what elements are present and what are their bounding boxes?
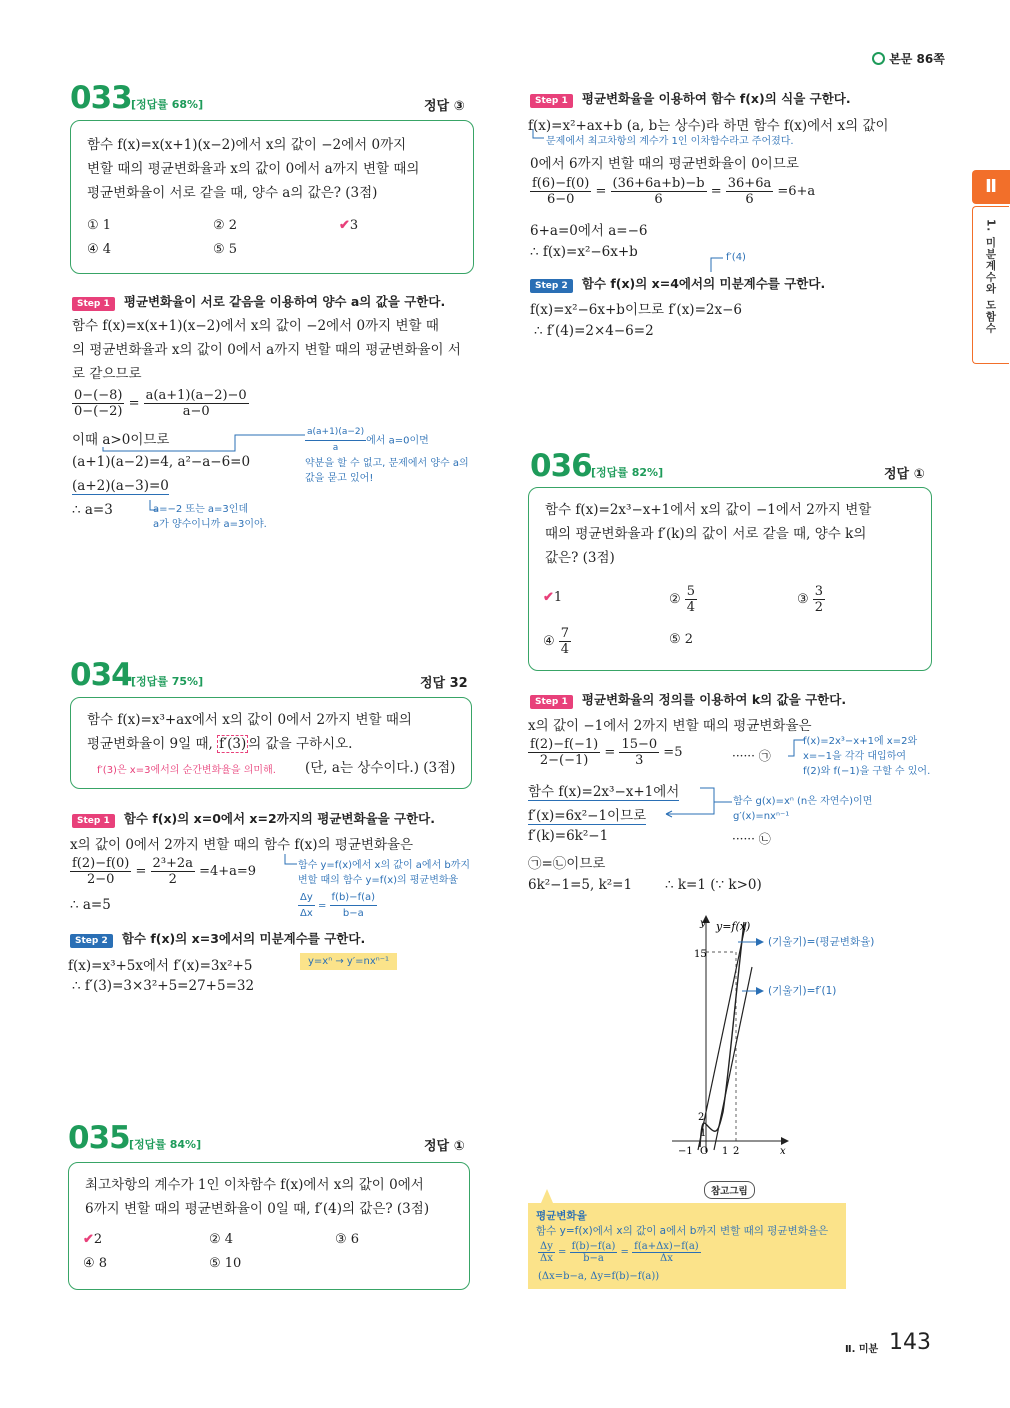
chapter-tab: [972, 170, 1010, 204]
q033-line-eq2: (a+1)(a−2)=4, a²−a−6=0: [72, 454, 251, 470]
q033-result: ∴ a=3: [72, 502, 113, 518]
q035-sol-line4: ∴ f(x)=x²−6x+b: [530, 244, 638, 260]
q036-question-box: 함수 f(x)=2x³−x+1에서 x의 값이 −1에서 2까지 변할 때의 평균변화율과 f′(k)의 값이 서로 같을 때, 양수 k의 값은? (3점) ✔1 ② $\frac{5}{4}$ ③ $\frac{3}{2}$ ④ $\frac{7}{4}$ ⑤ 2: [528, 487, 932, 671]
q035-step1: Step 1 평균변화율을 이용하여 함수 f(x)의 식을 구한다.: [530, 88, 851, 108]
q036-equation: $\frac{f(2)-f(-1)}{2-(-1)}$ = $\frac{15-0}{3}$ =5: [530, 737, 683, 768]
tip-pointer: [541, 1189, 553, 1203]
q033-line-eq3: (a+2)(a−3)=0: [72, 478, 169, 494]
choice-5: ⑤ 2: [669, 632, 694, 647]
choice-3: ③ $\frac{3}{2}$: [797, 584, 824, 615]
q034-note-arrow: [282, 852, 302, 872]
q033-note1: $\frac{a(a+1)(a-2)}{a}$ 에서 a=0이면 약분을 할 수 없고, 문제에서 양수 a의 값을 묻고 있어!: [305, 427, 469, 484]
graph-origin: O: [700, 1146, 709, 1157]
q035-equation: $\frac{f(6)-f(0)}{6-0}$ = $\frac{(36+6a+b)-b}{6}$ = $\frac{36+6a}{6}$ =6+a: [532, 176, 816, 207]
q034-answer: 정답 32: [420, 676, 468, 691]
choice-3: ✔3: [339, 218, 359, 233]
tip-title: 평균변화율: [536, 1210, 587, 1222]
choice-2: ② 2: [213, 218, 238, 233]
q036-number: 036: [530, 448, 592, 484]
choice-5: ⑤ 5: [213, 242, 238, 257]
q034-question-box: 함수 f(x)=x³+ax에서 x의 값이 0에서 2까지 변할 때의 평균변화율이 9일 때, f′(3) 의 값을 구하시오. f′(3)은 x=3에서의 순간변화율을 의미해. (단, a는 상수이다.) (3점): [70, 697, 472, 789]
step-title: 평균변화율이 서로 같음을 이용하여 양수 a의 값을 구한다.: [123, 294, 446, 309]
q036-note2: 함수 g(x)=xⁿ (n은 자연수)이면 g′(x)=nxⁿ⁻¹: [733, 796, 873, 822]
q034-note: 함수 y=f(x)에서 x의 값이 a에서 b까지 변할 때의 함수 y=f(x)의 평균변화율 $\frac{\Delta y}{\Delta x}$ = $\frac{f(b)-f(a)}{b-a}$: [298, 860, 471, 919]
question-line: 함수 f(x)=x(x+1)(x−2)에서 x의 값이 −2에서 0까지: [87, 137, 407, 153]
choice-1: ✔1: [543, 590, 563, 605]
q036-mark2: ······ ㉡: [732, 832, 771, 846]
q036-rate: [정답률 82%]: [591, 466, 664, 479]
q035-sol-line5: f(x)=x²−6x+b이므로 f′(x)=2x−6: [530, 302, 742, 318]
page-reference: 본문 86쪽: [872, 50, 945, 67]
q033-answer: 정답 ③: [424, 99, 465, 114]
choice-4: ④ $\frac{7}{4}$: [543, 626, 570, 657]
q036-note2-arrows: [660, 786, 740, 820]
q033-equation: $\frac{0-(-8)}{0-(-2)}$ = $\frac{a(a+1)(a-2)-0}{a-0}$: [74, 388, 247, 419]
q034-question-line3: (단, a는 상수이다.) (3점): [305, 760, 456, 776]
choice-2: ② $\frac{5}{4}$: [669, 584, 696, 615]
choice-1: ✔2: [83, 1232, 103, 1247]
q034-sol-line1: x의 값이 0에서 2까지 변할 때의 함수 f(x)의 평균변화율은: [70, 837, 414, 853]
page-number: 143: [889, 1330, 931, 1355]
tip-formula: $\frac{\Delta y}{\Delta x}$ = $\frac{f(b)-f(a)}{b-a}$ = $\frac{f(a+\Delta x)-f(a)}{\Delta x}$: [540, 1241, 699, 1264]
q036-sol-line1: x의 값이 −1에서 2까지 변할 때의 평균변화율은: [528, 718, 812, 734]
q034-step1: Step 1 함수 f(x)의 x=0에서 x=2까지의 평균변화율을 구한다.: [72, 808, 435, 828]
highlighted-fprime: f′(3): [219, 736, 247, 752]
q034-hint: y=xⁿ → y′=nxⁿ⁻¹: [300, 953, 397, 970]
graph-y1: 1: [700, 1128, 707, 1139]
q035-sol-line6: ∴ f′(4)=2×4−6=2: [534, 323, 654, 339]
q036-answer: 정답 ①: [884, 467, 925, 482]
graph-note1: (기울기)=(평균변화율): [768, 936, 875, 948]
q034-number: 034: [70, 657, 132, 693]
q034-step2: Step 2 함수 f(x)의 x=3에서의 미분계수를 구한다.: [70, 928, 365, 948]
check-mark-icon: ✔: [339, 218, 350, 233]
graph-y-label: y: [700, 918, 706, 929]
q033-note2: a=−2 또는 a=3인데 a가 양수이니까 a=3이야.: [153, 504, 267, 530]
section-title: 1. 미분계수와 도함수: [984, 219, 997, 334]
choice-3: ③ 6: [335, 1232, 360, 1247]
q036-sol-line2: 함수 f(x)=2x³−x+1에서: [528, 780, 679, 801]
tangent-line: [714, 967, 752, 1150]
graph-note2: (기울기)=f′(1): [768, 985, 837, 997]
tip-line1: 함수 y=f(x)에서 x의 값이 a에서 b까지 변할 때의 평균변화율은: [536, 1225, 829, 1237]
check-mark-icon: ✔: [83, 1232, 94, 1247]
q035-sol-note1: 문제에서 최고차항의 계수가 1인 이차함수라고 주어졌다.: [546, 136, 794, 147]
section-tab: [972, 206, 1009, 364]
q035-sol-line2: 0에서 6까지 변할 때의 평균변화율이 0이므로: [530, 156, 799, 172]
q035-step2: Step 2 함수 f(x)의 x=4에서의 미분계수를 구한다.: [530, 273, 825, 293]
graph-caption: 참고그림: [704, 1181, 755, 1199]
q033-rate: [정답률 68%]: [131, 98, 204, 111]
q034-result1: ∴ a=5: [70, 897, 111, 913]
circle-bullet-icon: [872, 52, 885, 65]
q035-rate: [정답률 84%]: [129, 1138, 202, 1151]
q035-sol-line3: 6+a=0에서 a=−6: [530, 223, 648, 239]
q033-question-box: [70, 120, 474, 274]
graph-curve-label: y=f(x): [716, 920, 751, 933]
check-mark-icon: ✔: [543, 590, 554, 605]
q036-sol-result: ∴ k=1 (∵ k>0): [665, 877, 762, 893]
question-line: 변할 때의 평균변화율과 x의 값이 0에서 a까지 변할 때의: [87, 161, 420, 177]
q036-note1: f(x)=2x³−x+1에 x=2와 x=−1을 각각 대입하여 f(2)와 f(−1)을 구할 수 있어.: [803, 736, 931, 777]
q034-equation: $\frac{f(2)-f(0)}{2-0}$ = $\frac{\text{2³+2a}}{2}$ =4+a=9: [72, 856, 257, 887]
graph-xm1: −1: [678, 1146, 693, 1157]
q034-sol-line2: f(x)=x³+5x에서 f′(x)=3x²+5: [68, 958, 253, 974]
graph-x2: 2: [733, 1146, 740, 1157]
choice-5: ⑤ 10: [209, 1256, 242, 1271]
graph-y15: 15: [694, 949, 707, 960]
q034-sol-line3: ∴ f′(3)=3×3²+5=27+5=32: [72, 978, 255, 994]
q034-rate: [정답률 75%]: [131, 675, 204, 688]
chapter-number: Ⅱ: [985, 176, 997, 197]
graph-y2: 2: [698, 1112, 705, 1123]
q036-sol-line4: f′(k)=6k²−1: [528, 828, 609, 844]
q036-reference-graph: [662, 912, 982, 1192]
tip-box: [528, 1203, 846, 1289]
q035-answer: 정답 ①: [424, 1139, 465, 1154]
q035-question-box: 최고차항의 계수가 1인 이차함수 f(x)에서 x의 값이 0에서 6까지 변할 때의 평균변화율이 0일 때, f′(4)의 값은? (3점) ✔2 ② 4 ③ 6 ④ 8 ⑤ 10: [68, 1162, 470, 1290]
q035-number: 035: [68, 1120, 130, 1156]
q035-sol-line1: f(x)=x²+ax+b (a, b는 상수)라 하면 함수 f(x)에서 x의 값이: [528, 118, 889, 134]
q034-question-note: f′(3)은 x=3에서의 순간변화율을 의미해.: [97, 765, 276, 776]
q036-step1: Step 1 평균변화율의 정의를 이용하여 k의 값을 구한다.: [530, 689, 846, 709]
q035-fprime-arrow: [708, 252, 728, 274]
graph-x-label: x: [780, 1146, 786, 1157]
tip-line3: (Δx=b−a, Δy=f(b)−f(a)): [538, 1271, 660, 1282]
choice-2: ② 4: [209, 1232, 234, 1247]
q036-mark1: ······ ㉠: [732, 749, 771, 763]
graph-x1: 1: [722, 1146, 729, 1157]
step-badge: Step 1: [72, 297, 115, 311]
q033-number: 033: [70, 80, 132, 116]
choice-1: ① 1: [87, 218, 112, 233]
q033-line-since: 이때 a>0이므로: [72, 432, 170, 448]
q033-solution: 함수 f(x)=x(x+1)(x−2)에서 x의 값이 −2에서 0까지 변할 때 의 평균변화율과 x의 값이 0에서 a까지 변할 때의 평균변화율이 서 로 같으므로: [72, 318, 461, 382]
q036-sol-line6: 6k²−1=5, k²=1: [528, 877, 633, 893]
q036-sol-line5: ㉠=㉡이므로: [528, 856, 606, 872]
footer-section: Ⅱ. 미분: [845, 1344, 879, 1355]
q036-sol-line3: f′(x)=6x²−1이므로: [528, 804, 646, 825]
choice-4: ④ 4: [87, 242, 112, 257]
choice-4: ④ 8: [83, 1256, 108, 1271]
q035-fprime-note: f′(4): [726, 252, 746, 263]
question-line: 평균변화율이 서로 같을 때, 양수 a의 값은? (3점): [87, 185, 378, 201]
q033-step1: [72, 291, 445, 311]
